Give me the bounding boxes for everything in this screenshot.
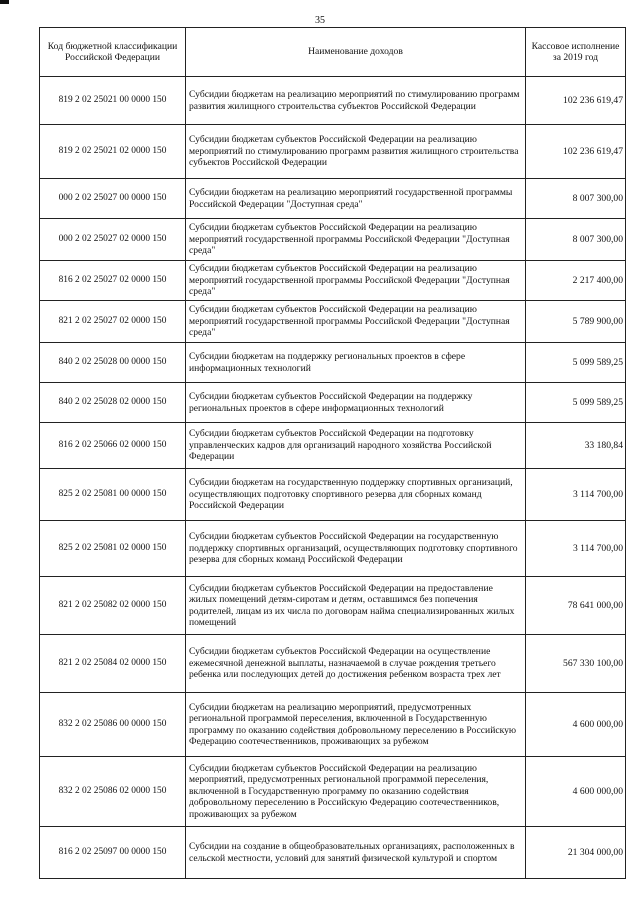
code-cell: 832 2 02 25086 00 0000 150 — [40, 693, 186, 757]
amount-cell: 5 099 589,25 — [526, 343, 626, 383]
table-row — [40, 757, 626, 827]
corner-mark — [0, 0, 9, 4]
name-cell: Субсидии бюджетам субъектов Российской Федерации на подготовку управленческих кадров для организаций народного хозяйства Российской Федерации — [186, 423, 526, 469]
name-cell: Субсидии бюджетам субъектов Российской Федерации на реализацию мероприятий, предусмотренных региональной программой переселения, включенной в Государственную программу по оказанию содействия добровольному переселению в Российскую Федерацию соотечественников, проживающих за рубежом — [186, 757, 526, 827]
code-cell: 816 2 02 25027 02 0000 150 — [40, 261, 186, 301]
code-cell: 816 2 02 25066 02 0000 150 — [40, 423, 186, 469]
table-row — [40, 343, 626, 383]
header-name: Наименование доходов — [186, 28, 526, 77]
amount-cell: 5 789 900,00 — [526, 301, 626, 343]
name-cell: Субсидии бюджетам на реализацию мероприятий государственной программы Российской Федерации "Доступная среда" — [186, 179, 526, 219]
table-row — [40, 383, 626, 423]
amount-cell: 5 099 589,25 — [526, 383, 626, 423]
name-cell: Субсидии бюджетам субъектов Российской Федерации на осуществление ежемесячной денежной выплаты, назначаемой в случае рождения третьего ребенка или последующих детей до достижения ребенком возраста трех лет — [186, 635, 526, 693]
name-cell: Субсидии бюджетам субъектов Российской Федерации на государственную поддержку спортивных организаций, осуществляющих подготовку спортивного резерва для сборных команд Российской Федерации — [186, 521, 526, 577]
code-cell: 000 2 02 25027 02 0000 150 — [40, 219, 186, 261]
amount-cell: 567 330 100,00 — [526, 635, 626, 693]
header-row — [40, 28, 626, 77]
table-row — [40, 77, 626, 125]
amount-cell: 2 217 400,00 — [526, 261, 626, 301]
table-row — [40, 179, 626, 219]
amount-cell: 102 236 619,47 — [526, 77, 626, 125]
name-cell: Субсидии бюджетам субъектов Российской Федерации на поддержку региональных проектов в сфере информационных технологий — [186, 383, 526, 423]
table-body — [40, 77, 626, 879]
code-cell: 819 2 02 25021 00 0000 150 — [40, 77, 186, 125]
table-row — [40, 125, 626, 179]
code-cell: 825 2 02 25081 02 0000 150 — [40, 521, 186, 577]
amount-cell: 3 114 700,00 — [526, 469, 626, 521]
table-row — [40, 521, 626, 577]
amount-cell: 102 236 619,47 — [526, 125, 626, 179]
page-number: 35 — [315, 15, 325, 26]
amount-cell: 3 114 700,00 — [526, 521, 626, 577]
code-cell: 825 2 02 25081 00 0000 150 — [40, 469, 186, 521]
code-cell: 000 2 02 25027 00 0000 150 — [40, 179, 186, 219]
name-cell: Субсидии бюджетам на реализацию мероприятий, предусмотренных региональной программой переселения, включенной в Государственную программу по оказанию содействия добровольному переселению в Российскую Федерацию соотечественников, проживающих за рубежом — [186, 693, 526, 757]
table-row — [40, 469, 626, 521]
table-row — [40, 577, 626, 635]
table-row — [40, 693, 626, 757]
revenue-table — [39, 27, 626, 879]
amount-cell: 8 007 300,00 — [526, 179, 626, 219]
name-cell: Субсидии бюджетам на поддержку региональных проектов в сфере информационных технологий — [186, 343, 526, 383]
name-cell: Субсидии бюджетам на государственную поддержку спортивных организаций, осуществляющих подготовку спортивного резерва для сборных команд Российской Федерации — [186, 469, 526, 521]
code-cell: 832 2 02 25086 02 0000 150 — [40, 757, 186, 827]
amount-cell: 4 600 000,00 — [526, 757, 626, 827]
code-cell: 819 2 02 25021 02 0000 150 — [40, 125, 186, 179]
name-cell: Субсидии бюджетам субъектов Российской Федерации на реализацию мероприятий по стимулированию программ развития жилищного строительства субъектов Российской Федерации — [186, 125, 526, 179]
code-cell: 816 2 02 25097 00 0000 150 — [40, 827, 186, 879]
code-cell: 840 2 02 25028 02 0000 150 — [40, 383, 186, 423]
amount-cell: 78 641 000,00 — [526, 577, 626, 635]
amount-cell: 21 304 000,00 — [526, 827, 626, 879]
table-row — [40, 423, 626, 469]
table-row — [40, 261, 626, 301]
code-cell: 821 2 02 25027 02 0000 150 — [40, 301, 186, 343]
code-cell: 840 2 02 25028 00 0000 150 — [40, 343, 186, 383]
name-cell: Субсидии бюджетам субъектов Российской Федерации на реализацию мероприятий государственной программы Российской Федерации "Доступная среда" — [186, 261, 526, 301]
table-row — [40, 827, 626, 879]
table-row — [40, 219, 626, 261]
name-cell: Субсидии бюджетам субъектов Российской Федерации на предоставление жилых помещений детям-сиротам и детям, оставшимся без попечения родителей, лицам из их числа по договорам найма специализированных жилых помещений — [186, 577, 526, 635]
header-amount: Кассовое исполнение за 2019 год — [526, 28, 626, 77]
table-row — [40, 635, 626, 693]
code-cell: 821 2 02 25084 02 0000 150 — [40, 635, 186, 693]
amount-cell: 4 600 000,00 — [526, 693, 626, 757]
amount-cell: 33 180,84 — [526, 423, 626, 469]
amount-cell: 8 007 300,00 — [526, 219, 626, 261]
name-cell: Субсидии бюджетам субъектов Российской Федерации на реализацию мероприятий государственной программы Российской Федерации "Доступная среда" — [186, 301, 526, 343]
name-cell: Субсидии бюджетам субъектов Российской Федерации на реализацию мероприятий государственной программы Российской Федерации "Доступная среда" — [186, 219, 526, 261]
name-cell: Субсидии на создание в общеобразовательных организациях, расположенных в сельской местности, условий для занятий физической культурой и спортом — [186, 827, 526, 879]
header-code: Код бюджетной классификации Российской Федерации — [40, 28, 186, 77]
name-cell: Субсидии бюджетам на реализацию мероприятий по стимулированию программ развития жилищного строительства субъектов Российской Федерации — [186, 77, 526, 125]
code-cell: 821 2 02 25082 02 0000 150 — [40, 577, 186, 635]
table-row — [40, 301, 626, 343]
